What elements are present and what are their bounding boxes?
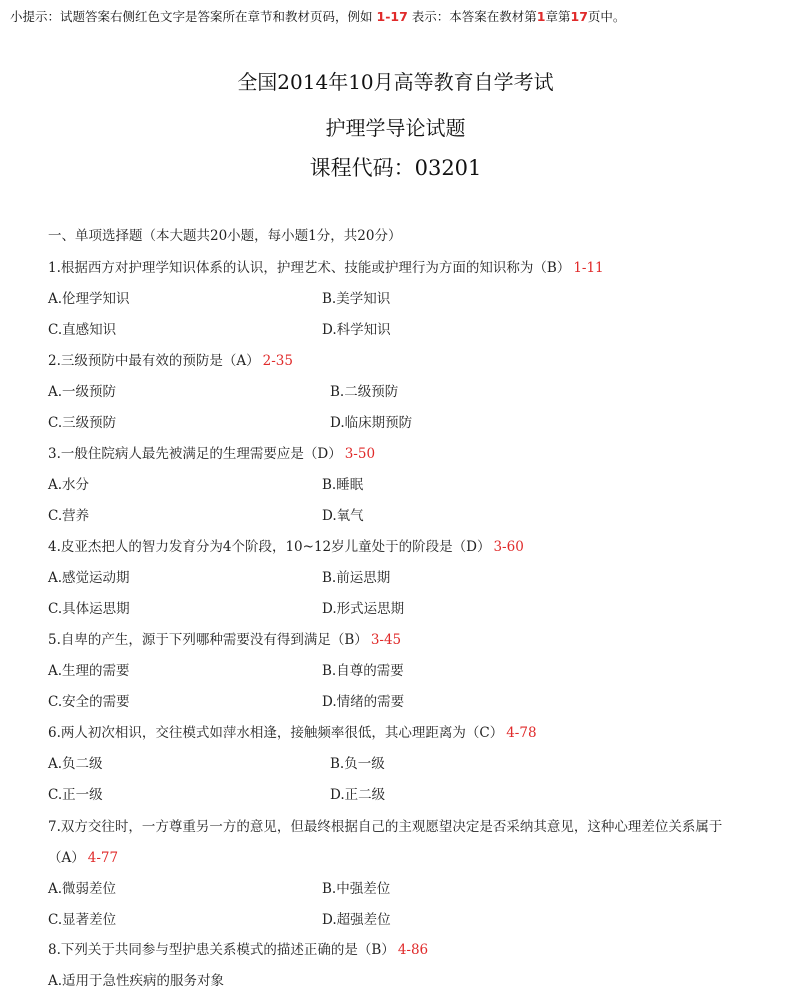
option-c: C.正一级 <box>48 787 103 803</box>
option-c: C.具体运思期 <box>48 601 130 617</box>
question-5 <box>48 628 401 648</box>
option-a: A.生理的需要 <box>48 663 130 679</box>
option-a: A.一级预防 <box>48 384 117 400</box>
answer-ref: 3-60 <box>493 539 524 555</box>
option-c: C.营养 <box>48 508 90 524</box>
option-b: B.睡眠 <box>322 477 364 493</box>
option-a: A.微弱差位 <box>48 881 117 897</box>
option-a: A.水分 <box>48 477 90 493</box>
option-d: D.正二级 <box>330 787 386 803</box>
section-heading: 一、单项选择题（本大题共20小题，每小题1分，共20分） <box>48 228 402 244</box>
question-7 <box>48 815 722 835</box>
question-8 <box>48 938 428 958</box>
option-d: D.临床期预防 <box>330 415 413 431</box>
hint-page-suffix: 页中。 <box>587 9 626 24</box>
option-b: B.前运思期 <box>322 570 391 586</box>
question-text: 3.一般住院病人最先被满足的生理需要应是（D） <box>48 446 342 462</box>
option-a: A.负二级 <box>48 756 103 772</box>
answer-ref: 1-11 <box>573 260 604 276</box>
option-b: B.二级预防 <box>330 384 399 400</box>
option-b: B.负一级 <box>330 756 385 772</box>
hint-banner <box>10 7 781 25</box>
question-text: 5.自卑的产生，源于下列哪种需要没有得到满足（B） <box>48 632 368 648</box>
hint-example-ref: 1-17 <box>376 9 408 24</box>
question-text: 7.双方交往时，一方尊重另一方的意见，但最终根据自己的主观愿望决定是否采纳其意见，这种心理差位关系属于 <box>48 819 723 835</box>
hint-middle: 表示：本答案在教材第 <box>411 9 537 24</box>
hint-prefix: 小提示：试题答案右侧红色文字是答案所在章节和教材页码，例如 <box>10 9 373 24</box>
option-a: A.伦理学知识 <box>48 291 130 307</box>
option-c: C.三级预防 <box>48 415 117 431</box>
answer-ref: 4-78 <box>506 725 537 741</box>
option-d: D.超强差位 <box>322 912 391 928</box>
answer-ref: 4-77 <box>87 850 119 866</box>
option-d: D.科学知识 <box>322 322 391 338</box>
option-d: D.形式运思期 <box>322 601 405 617</box>
option-a: A.感觉运动期 <box>48 570 130 586</box>
question-4 <box>48 535 524 555</box>
question-7-continued <box>48 846 118 866</box>
question-text: 2.三级预防中最有效的预防是（A） <box>48 353 260 369</box>
option-c: C.直感知识 <box>48 322 117 338</box>
question-text: 8.下列关于共同参与型护患关系模式的描述正确的是（B） <box>48 942 395 958</box>
option-b: B.自尊的需要 <box>322 663 404 679</box>
answer-ref: 2-35 <box>262 353 293 369</box>
answer-ref: 3-45 <box>370 632 402 648</box>
question-text: 1.根据西方对护理学知识体系的认识，护理艺术、技能或护理行为方面的知识称为（B） <box>48 260 571 276</box>
question-text-continued: （A） <box>48 850 85 866</box>
option-d: D.氧气 <box>322 508 364 524</box>
option-c: C.安全的需要 <box>48 694 130 710</box>
option-b: B.中强差位 <box>322 881 391 897</box>
question-1 <box>48 256 604 276</box>
option-b: B.美学知识 <box>322 291 391 307</box>
option-c: C.显著差位 <box>48 912 117 928</box>
question-6 <box>48 721 537 741</box>
course-code: 课程代码：03201 <box>309 156 482 180</box>
hint-chapter: 1 <box>536 9 546 24</box>
question-text: 6.两人初次相识，交往模式如萍水相逢，接触频率很低，其心理距离为（C） <box>48 725 504 741</box>
exam-title: 全国2014年10月高等教育自学考试 <box>237 70 554 94</box>
option-a: A.适用于急性疾病的服务对象 <box>48 973 225 989</box>
hint-chapter-suffix: 章第 <box>545 9 571 24</box>
answer-ref: 4-86 <box>397 942 429 958</box>
option-d: D.情绪的需要 <box>322 694 405 710</box>
question-text: 4.皮亚杰把人的智力发育分为4个阶段，10~12岁儿童处于的阶段是（D） <box>48 539 491 555</box>
subject-title: 护理学导论试题 <box>325 116 466 140</box>
hint-page: 17 <box>570 9 588 24</box>
answer-ref: 3-50 <box>344 446 376 462</box>
question-2 <box>48 349 293 369</box>
question-3 <box>48 442 375 462</box>
